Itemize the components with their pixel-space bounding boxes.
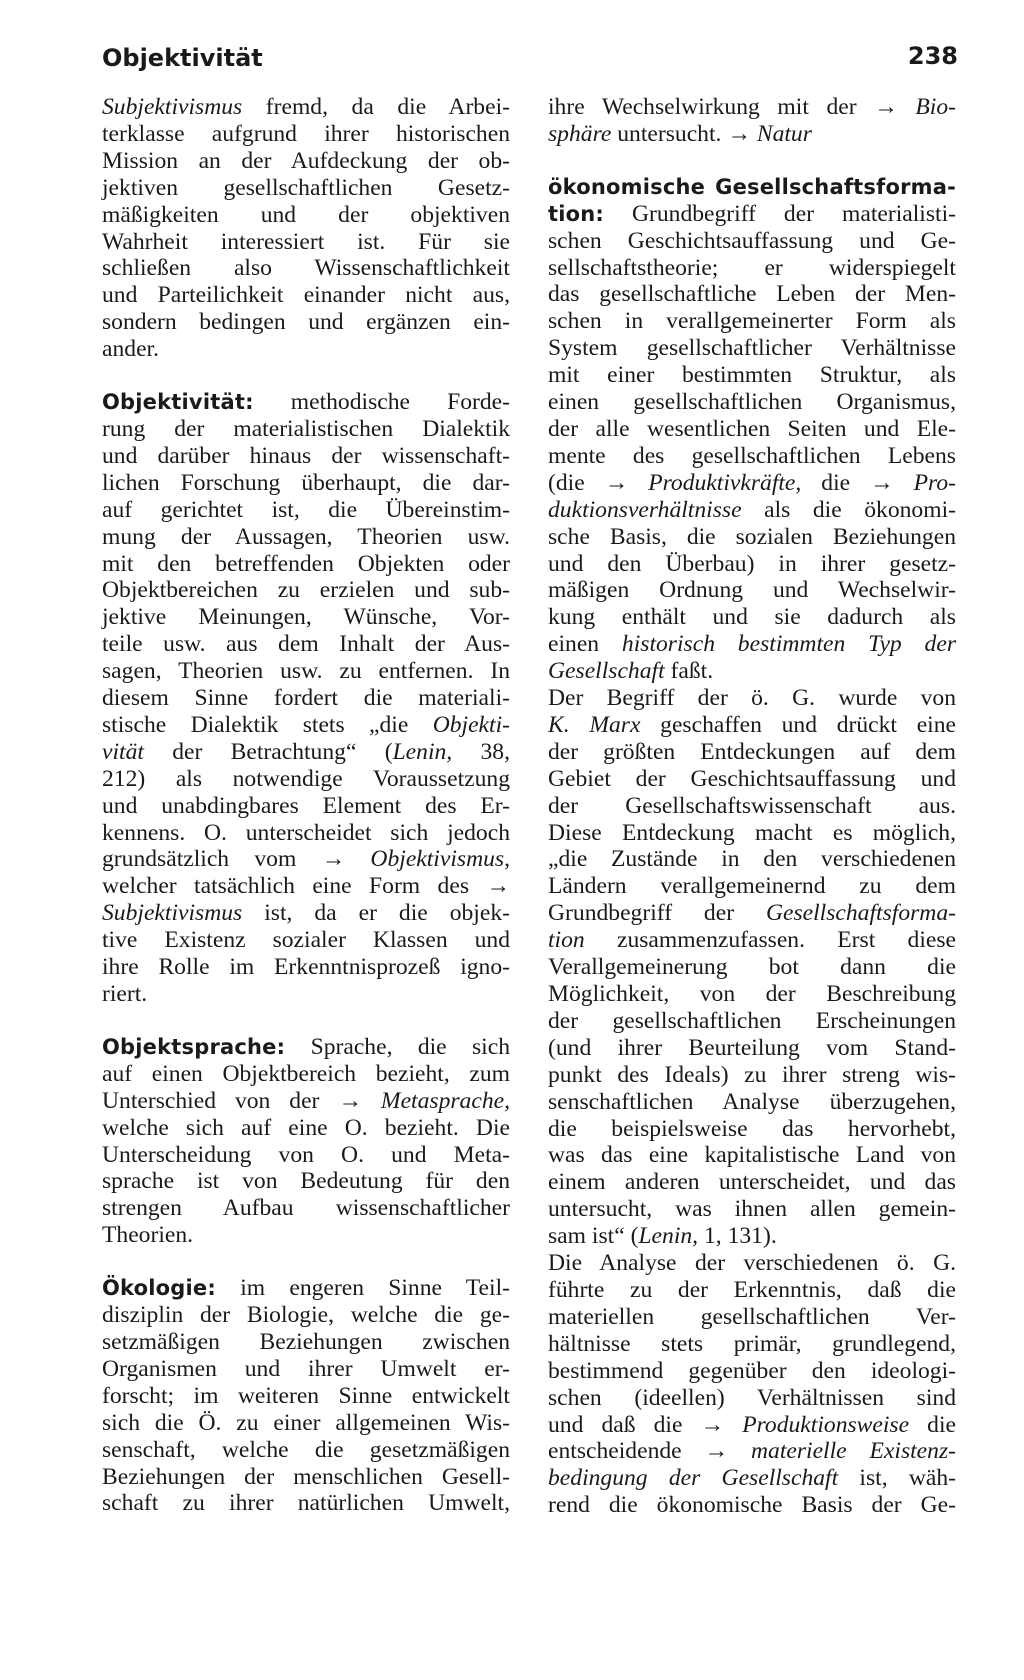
italic-term: bedingung der Gesellschaft bbox=[548, 1465, 839, 1492]
text-run: schen in verallgemeinerter Form als bbox=[548, 308, 956, 335]
italic-term: Lenin, bbox=[392, 738, 453, 765]
text-run: und darüber hinaus der wissenschaft- bbox=[102, 442, 510, 469]
text-line bbox=[102, 658, 510, 685]
text-run: der Gesellschaftswissenschaft aus. bbox=[548, 792, 956, 819]
text-line bbox=[102, 685, 510, 712]
text-run: Ländern verallgemeinernd zu dem bbox=[548, 873, 956, 900]
text-run: (die → bbox=[548, 469, 649, 496]
text-line bbox=[548, 1089, 956, 1116]
text-line bbox=[102, 954, 510, 981]
text-line bbox=[548, 1142, 956, 1169]
entry-objektsprache bbox=[102, 1034, 510, 1249]
text-line bbox=[102, 1222, 510, 1249]
text-line bbox=[548, 1169, 956, 1196]
text-run: rung der materialistischen Dialektik bbox=[102, 415, 510, 442]
italic-term: materielle Existenz- bbox=[750, 1438, 956, 1465]
text-line bbox=[102, 1437, 510, 1464]
text-line bbox=[102, 229, 510, 256]
text-line bbox=[548, 201, 956, 228]
text-line bbox=[548, 1250, 956, 1277]
text-line bbox=[102, 927, 510, 954]
text-run: und den Überbau) in ihrer gesetz- bbox=[548, 550, 956, 577]
text-run: was das eine kapitalistische Land von bbox=[548, 1142, 956, 1169]
text-run: sich die Ö. zu einer allgemeinen Wis- bbox=[102, 1409, 510, 1436]
text-run: de- bbox=[479, 389, 510, 416]
text-run: einen bbox=[548, 631, 622, 658]
text-run: sprache ist von Bedeutung für den bbox=[102, 1168, 510, 1195]
text-run: mung der Aussagen, Theorien usw. bbox=[102, 523, 510, 550]
text-run: Sprache, die sich bbox=[285, 1033, 510, 1060]
text-run: sam ist“ ( bbox=[548, 1223, 639, 1250]
text-run: diesem Sinne fordert die materiali- bbox=[102, 685, 510, 712]
text-run: sagen, Theorien usw. zu entfernen. In bbox=[102, 658, 510, 685]
headword: ökonomische Gesellschaftsforma- bbox=[548, 174, 956, 199]
text-line bbox=[548, 335, 956, 362]
text-line bbox=[102, 1142, 510, 1169]
text-line bbox=[102, 577, 510, 604]
text-line bbox=[102, 1195, 510, 1222]
text-run: bestimmend gegenüber den ideologi- bbox=[548, 1357, 956, 1384]
headword: Ökologie: bbox=[102, 1276, 216, 1301]
right-column bbox=[548, 94, 956, 1519]
italic-term: vität bbox=[102, 738, 144, 765]
text-run: strengen Aufbau wissenschaftlicher bbox=[102, 1195, 510, 1222]
text-line bbox=[548, 524, 956, 551]
text-run: mente des gesellschaftlichen Lebens bbox=[548, 442, 956, 469]
text-line bbox=[548, 631, 956, 658]
italic-term: Gesellschaftsforma- bbox=[765, 900, 956, 927]
text-run: methodische For bbox=[253, 389, 480, 416]
text-line bbox=[548, 1358, 956, 1385]
page-number: 238 bbox=[907, 42, 958, 70]
text-run: Der Begriff der ö. G. wurde von bbox=[548, 685, 956, 712]
text-line bbox=[548, 604, 956, 631]
text-line bbox=[102, 389, 510, 416]
text-run: grundsätzlich vom → bbox=[102, 846, 371, 873]
text-run: kung enthält und sie dadurch als bbox=[548, 604, 956, 631]
text-line bbox=[548, 308, 956, 335]
text-line bbox=[548, 416, 956, 443]
text-run: Möglichkeit, von der Beschreibung bbox=[548, 981, 956, 1007]
text-line bbox=[548, 228, 956, 255]
text-run: der größten Entdeckungen auf dem bbox=[548, 738, 956, 765]
text-run: disziplin der Biologie, welche die ge- bbox=[102, 1302, 510, 1329]
text-line bbox=[102, 1490, 510, 1517]
text-run: die → bbox=[801, 469, 914, 496]
text-run: hältnisse stets primär, grundlegend, bbox=[548, 1330, 956, 1357]
text-run: schließen also Wissenschaftlichkeit bbox=[102, 255, 510, 282]
text-run: das gesellschaftliche Leben der Men- bbox=[548, 281, 956, 308]
text-run: tive Existenz sozialer Klassen und bbox=[102, 927, 510, 954]
text-line bbox=[102, 551, 510, 578]
text-run: mit den betreffenden Objekten oder bbox=[102, 550, 510, 577]
text-line bbox=[548, 1331, 956, 1358]
text-line bbox=[102, 1034, 510, 1061]
text-run: mäßigen Ordnung und Wechselwir- bbox=[548, 577, 956, 604]
italic-term: Produktionsweise bbox=[742, 1411, 910, 1438]
text-line bbox=[548, 577, 956, 604]
entry-objektivitaet bbox=[102, 389, 510, 1008]
text-line bbox=[102, 1168, 510, 1195]
text-run: faßt. bbox=[664, 658, 714, 685]
text-line bbox=[102, 766, 510, 793]
headword: Objektsprache: bbox=[102, 1034, 286, 1059]
text-line bbox=[102, 255, 510, 282]
text-run: materiellen gesellschaftlichen Ver- bbox=[548, 1303, 956, 1330]
text-run: schen Geschichtsauffassung und Ge- bbox=[548, 227, 956, 254]
text-run: welche sich auf eine O. bezieht. Die bbox=[102, 1114, 510, 1141]
text-line bbox=[548, 1385, 956, 1412]
text-run: riert. bbox=[102, 981, 148, 1007]
text-line bbox=[548, 1465, 956, 1492]
italic-term: K. Marx bbox=[548, 711, 641, 738]
text-line bbox=[548, 1492, 956, 1519]
text-line bbox=[102, 443, 510, 470]
italic-term: Pro- bbox=[913, 469, 956, 496]
text-line bbox=[102, 900, 510, 927]
text-line bbox=[548, 658, 956, 685]
italic-term: Objekti- bbox=[432, 711, 510, 738]
text-run: rend die ökonomische Basis der Ge- bbox=[548, 1492, 956, 1519]
text-run: ist, da er die objek- bbox=[242, 900, 510, 927]
text-run: (und ihrer Beurteilung vom Stand- bbox=[548, 1034, 956, 1061]
text-run: 1, 131). bbox=[698, 1223, 777, 1250]
text-line bbox=[548, 1412, 956, 1439]
text-line bbox=[102, 121, 510, 148]
text-line bbox=[548, 846, 956, 873]
paragraph-begriff bbox=[548, 685, 956, 1250]
text-run: Diese Entdeckung macht es möglich, bbox=[548, 819, 956, 846]
headword: tion: bbox=[548, 201, 605, 226]
text-line bbox=[102, 1115, 510, 1142]
text-run: sondern bedingen und ergänzen ein- bbox=[102, 309, 510, 336]
text-run: jektive Meinungen, Wünsche, Vor- bbox=[102, 604, 510, 631]
text-line bbox=[548, 900, 956, 927]
text-run: Verallgemeinerung bot dann die bbox=[548, 954, 956, 981]
text-run: auf gerichtet ist, die Übereinstim- bbox=[102, 496, 510, 523]
italic-term: Natur bbox=[756, 120, 812, 147]
text-run: der Betrachtung“ ( bbox=[143, 738, 393, 765]
text-line bbox=[548, 497, 956, 524]
text-line bbox=[548, 1062, 956, 1089]
entry-oekologie-continuation bbox=[548, 94, 956, 148]
text-line bbox=[102, 1302, 510, 1329]
text-line bbox=[102, 1061, 510, 1088]
left-column bbox=[102, 94, 510, 1517]
text-line bbox=[102, 712, 510, 739]
text-run: 38, bbox=[452, 738, 510, 765]
text-run: zusammenzufassen. Erst diese bbox=[584, 927, 956, 954]
text-run: System gesellschaftlicher Verhältnisse bbox=[548, 335, 956, 362]
text-run: führte zu der Erkenntnis, daß die bbox=[548, 1276, 956, 1303]
text-line bbox=[102, 524, 510, 551]
text-line bbox=[102, 820, 510, 847]
text-line bbox=[102, 309, 510, 336]
text-run: stische Dialektik stets „die bbox=[102, 711, 433, 738]
text-run: geschaffen und drückt eine bbox=[640, 711, 956, 738]
text-line bbox=[548, 470, 956, 497]
text-line bbox=[548, 873, 956, 900]
text-run: Grundbegriff der materialisti- bbox=[604, 200, 956, 227]
text-run: mäßigkeiten und der objektiven bbox=[102, 201, 510, 228]
text-line bbox=[548, 443, 956, 470]
text-run: im engeren Sinne Teil- bbox=[215, 1275, 510, 1302]
text-line bbox=[548, 1304, 956, 1331]
text-line bbox=[102, 793, 510, 820]
text-run: setzmäßigen Beziehungen zwischen bbox=[102, 1328, 510, 1355]
text-line bbox=[548, 174, 956, 201]
text-line bbox=[548, 1277, 956, 1304]
text-run: der alle wesentlichen Seiten und Ele- bbox=[548, 415, 956, 442]
text-run: sche Basis, die sozialen Beziehungen bbox=[548, 523, 956, 550]
text-run: ihre Rolle im Erkenntnisprozeß igno- bbox=[102, 954, 510, 981]
text-run: Gebiet der Geschichtsauffassung und bbox=[548, 765, 956, 792]
text-run: teile usw. aus dem Inhalt der Aus- bbox=[102, 631, 510, 658]
running-head: Objektivität bbox=[102, 44, 263, 72]
text-line bbox=[548, 94, 956, 121]
text-line bbox=[102, 1464, 510, 1491]
text-line bbox=[548, 1008, 956, 1035]
text-line bbox=[102, 1088, 510, 1115]
text-line bbox=[548, 981, 956, 1008]
italic-term: Produktivkräfte, bbox=[648, 469, 802, 496]
text-run: und daß die → bbox=[548, 1411, 743, 1438]
text-run: auf einen Objektbereich bezieht, zum bbox=[102, 1060, 510, 1087]
text-run: senschaftlichen Analyse überzugehen, bbox=[548, 1088, 956, 1115]
text-run: senschaft, welche die gesetzmäßigen bbox=[102, 1436, 510, 1463]
text-run: Unterschied von der → bbox=[102, 1087, 381, 1114]
headword: Objektivität: bbox=[102, 390, 254, 415]
text-line bbox=[102, 1410, 510, 1437]
text-run: Grundbegriff der bbox=[548, 900, 766, 927]
text-run: Wahrheit interessiert ist. Für sie bbox=[102, 228, 510, 255]
text-run: ist, wäh- bbox=[838, 1465, 956, 1492]
text-line bbox=[102, 1329, 510, 1356]
text-line bbox=[102, 604, 510, 631]
italic-term: Gesellschaft bbox=[548, 658, 665, 685]
text-line bbox=[548, 1196, 956, 1223]
text-run: sellschaftstheorie; er widerspiegelt bbox=[548, 254, 956, 281]
italic-term: Metasprache, bbox=[380, 1087, 510, 1114]
text-line bbox=[548, 820, 956, 847]
text-run: Theorien. bbox=[102, 1222, 194, 1249]
italic-term: Objektivismus, bbox=[370, 846, 510, 873]
text-line bbox=[548, 551, 956, 578]
text-run: Beziehungen der menschlichen Gesell- bbox=[102, 1463, 510, 1490]
text-line bbox=[102, 873, 510, 900]
text-line bbox=[102, 846, 510, 873]
entry-oekonomische-gesellschaftsformation bbox=[548, 174, 956, 685]
text-line bbox=[548, 255, 956, 282]
text-line bbox=[102, 336, 510, 363]
text-line bbox=[102, 739, 510, 766]
text-line bbox=[548, 685, 956, 712]
text-line bbox=[548, 281, 956, 308]
text-run: Mission an der Aufdeckung der ob- bbox=[102, 147, 510, 174]
text-run: die beispielsweise das hervorhebt, bbox=[548, 1115, 956, 1142]
text-line bbox=[548, 1116, 956, 1143]
text-run: jektiven gesellschaftlichen Gesetz- bbox=[102, 174, 510, 201]
text-run: punkt des Ideals) zu ihrer streng wis- bbox=[548, 1061, 956, 1088]
entry-subjektivismus-continuation bbox=[102, 94, 510, 363]
italic-term: historisch bestimmten Typ der bbox=[621, 631, 956, 658]
text-line bbox=[548, 389, 956, 416]
italic-term: sphäre bbox=[548, 120, 612, 147]
text-run: und unabdingbares Element des Er- bbox=[102, 792, 510, 819]
text-run: entscheidende → bbox=[548, 1438, 751, 1465]
text-run: terklasse aufgrund ihrer historischen bbox=[102, 120, 510, 147]
text-line bbox=[102, 631, 510, 658]
paragraph-analyse bbox=[548, 1250, 956, 1519]
text-run: kennens. O. unterscheidet sich jedoch bbox=[102, 819, 510, 846]
text-run: Objektbereichen zu erzielen und sub- bbox=[102, 577, 510, 604]
text-line bbox=[548, 766, 956, 793]
text-line bbox=[102, 282, 510, 309]
text-line bbox=[548, 954, 956, 981]
text-run: ihre Wechselwirkung mit der → bbox=[548, 94, 916, 120]
text-line bbox=[548, 927, 956, 954]
text-line bbox=[548, 739, 956, 766]
entry-oekologie bbox=[102, 1275, 510, 1517]
text-line bbox=[548, 793, 956, 820]
text-run: Die Analyse der verschiedenen ö. G. bbox=[548, 1250, 956, 1277]
text-run: fremd, da die Arbei- bbox=[242, 94, 510, 120]
text-run: Organismen und ihrer Umwelt er- bbox=[102, 1355, 510, 1382]
text-line bbox=[102, 175, 510, 202]
text-run: der gesellschaftlichen Erscheinungen bbox=[548, 1007, 956, 1034]
text-run: untersucht. → bbox=[611, 120, 757, 147]
text-line bbox=[102, 1383, 510, 1410]
text-run: 212) als notwendige Voraussetzung bbox=[102, 765, 510, 792]
text-run: ander. bbox=[102, 336, 159, 363]
text-line bbox=[548, 1438, 956, 1465]
text-run: lichen Forschung überhaupt, die dar- bbox=[102, 469, 510, 496]
text-line bbox=[548, 1035, 956, 1062]
text-line bbox=[102, 202, 510, 229]
text-line bbox=[102, 981, 510, 1008]
text-run: als die ökonomi- bbox=[741, 496, 956, 523]
italic-term: Subjektivismus bbox=[102, 94, 243, 120]
text-line bbox=[102, 470, 510, 497]
italic-term: tion bbox=[548, 927, 585, 954]
text-run: einem anderen unterscheidet, und das bbox=[548, 1169, 956, 1196]
text-line bbox=[548, 121, 956, 148]
text-run: schen (ideellen) Verhältnissen sind bbox=[548, 1384, 956, 1411]
italic-term: Lenin, bbox=[638, 1223, 699, 1250]
text-run: mit einer bestimmten Struktur, als bbox=[548, 362, 956, 389]
text-line bbox=[102, 497, 510, 524]
text-run: die bbox=[909, 1411, 956, 1438]
text-run: forscht; im weiteren Sinne entwickelt bbox=[102, 1382, 510, 1409]
italic-term: Subjektivismus bbox=[102, 900, 243, 927]
text-line bbox=[548, 362, 956, 389]
text-run: schaft zu ihrer natürlichen Umwelt, bbox=[102, 1490, 510, 1517]
text-run: welcher tatsächlich eine Form des → bbox=[102, 873, 510, 900]
text-run: untersucht, was ihnen allen gemein- bbox=[548, 1196, 956, 1223]
text-line bbox=[548, 1223, 956, 1250]
text-line bbox=[102, 148, 510, 175]
text-line bbox=[102, 1275, 510, 1302]
text-run: Unterscheidung von O. und Meta- bbox=[102, 1141, 510, 1168]
text-line bbox=[102, 94, 510, 121]
text-line bbox=[548, 712, 956, 739]
text-line bbox=[102, 416, 510, 443]
italic-term: Bio- bbox=[915, 94, 956, 120]
text-run: einen gesellschaftlichen Organismus, bbox=[548, 389, 956, 416]
text-run: und Parteilichkeit einander nicht aus, bbox=[102, 282, 510, 309]
italic-term: duktionsverhältnisse bbox=[548, 496, 742, 523]
text-run: „die Zustände in den verschiedenen bbox=[548, 846, 956, 873]
text-line bbox=[102, 1356, 510, 1383]
